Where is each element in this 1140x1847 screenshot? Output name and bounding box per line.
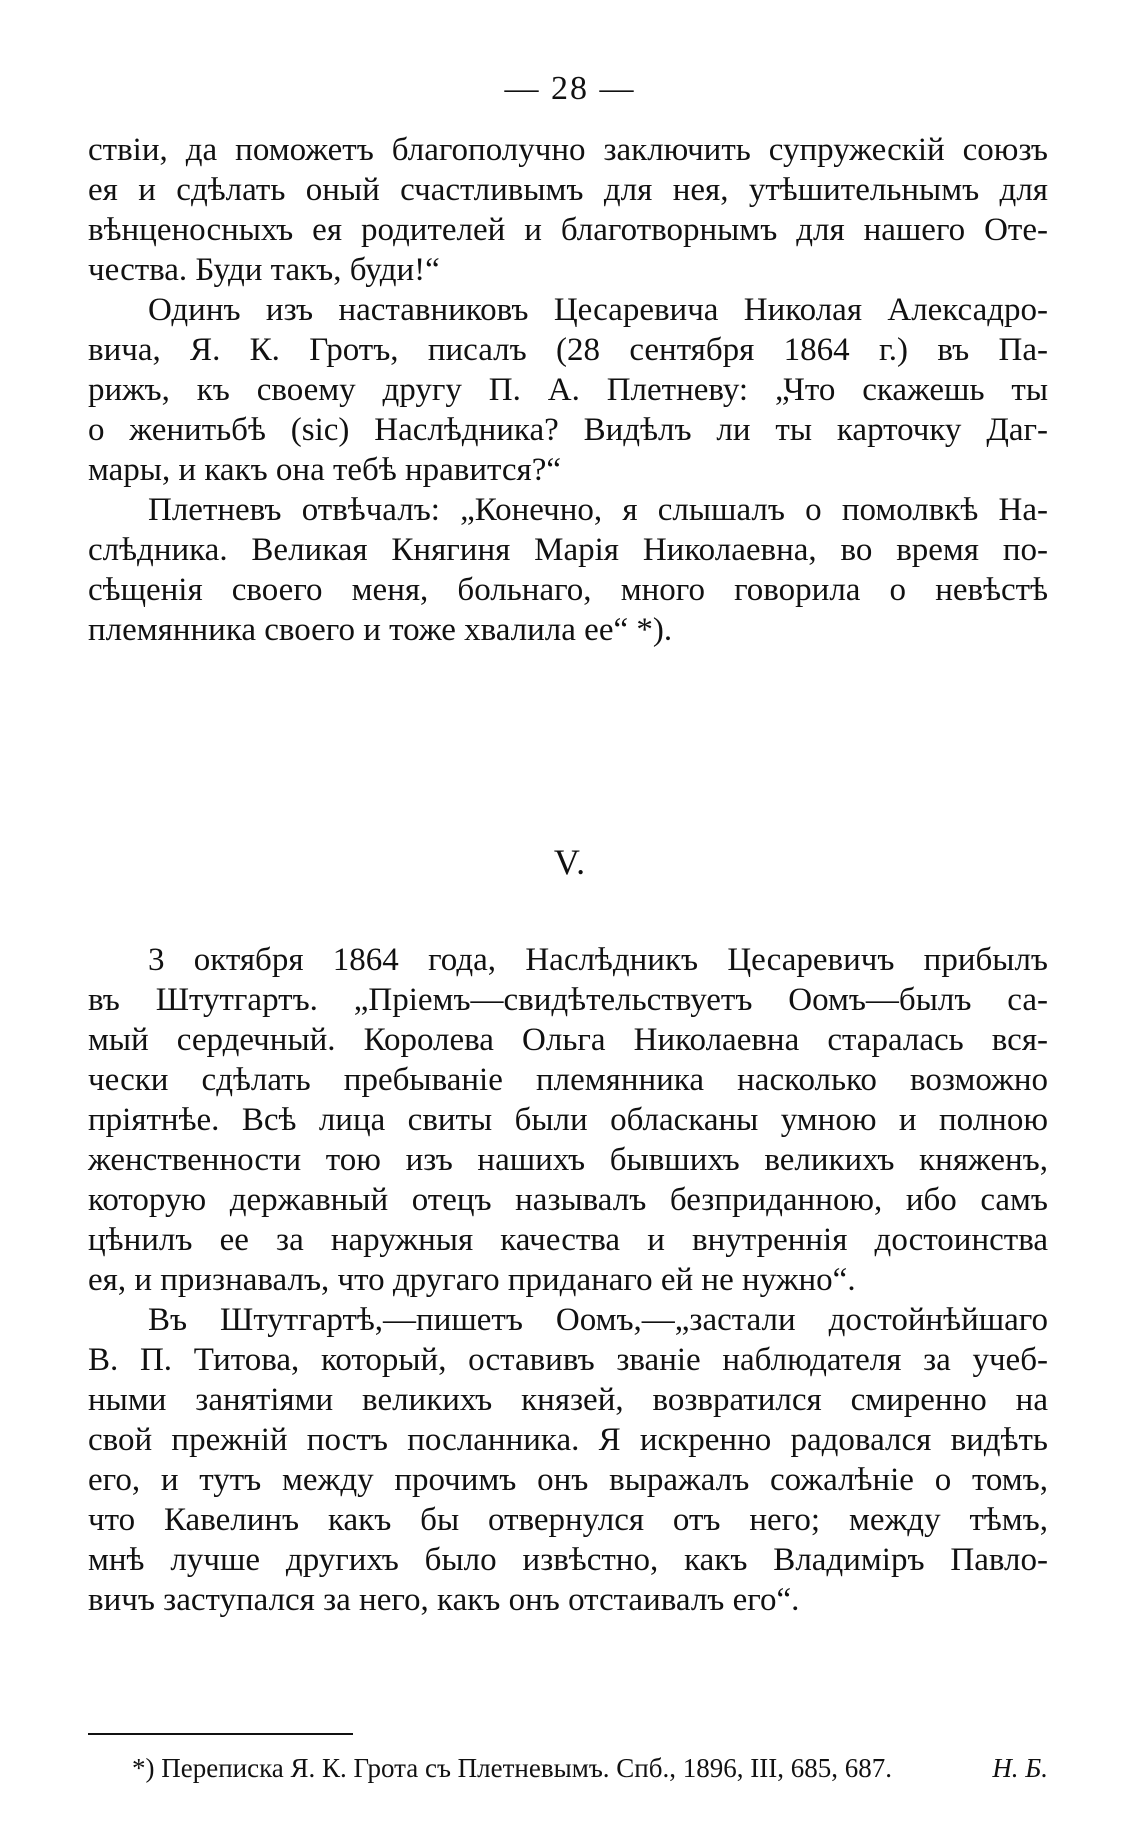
footnote-signature: Н. Б. — [992, 1753, 1048, 1783]
text-line: 3 октября 1864 года, Наслѣдникъ Цесаревичъ прибылъ — [148, 942, 1048, 978]
section-heading: V. — [553, 842, 587, 882]
text-line: чества. Буди такъ, буди!“ — [88, 252, 440, 288]
text-line: вича, Я. К. Гротъ, писалъ (28 сентября 1864 г.) въ Па- — [88, 332, 1048, 368]
text-line: мый сердечный. Королева Ольга Николаевна старалась вся- — [88, 1022, 1048, 1058]
text-line: что Кавелинъ какъ бы отвернулся отъ него; между тѣмъ, — [88, 1502, 1048, 1538]
footnote-divider — [88, 1733, 353, 1735]
text-line: пріятнѣе. Всѣ лица свиты были обласканы умною и полною — [88, 1102, 1048, 1138]
text-line: ствіи, да поможетъ благополучно заключить супружескій союзъ — [88, 132, 1048, 168]
text-line: рижъ, къ своему другу П. А. Плетневу: „Что скажешь ты — [88, 372, 1048, 408]
text-line: Одинъ изъ наставниковъ Цесаревича Николая Алексадро- — [148, 292, 1048, 328]
text-line: цѣнилъ ее за наружныя качества и внутреннія достоинства — [88, 1222, 1048, 1258]
text-line: слѣдника. Великая Княгиня Марія Николаевна, во время по- — [88, 532, 1048, 568]
text-line: о женитьбѣ (sic) Наслѣдника? Видѣлъ ли ты карточку Даг- — [88, 412, 1048, 448]
text-line: мнѣ лучше другихъ было извѣстно, какъ Владиміръ Павло- — [88, 1542, 1048, 1578]
page-number: — 28 — — [504, 70, 636, 107]
text-line: ными занятіями великихъ князей, возвратился смиренно на — [88, 1382, 1048, 1418]
text-line: вичъ заступался за него, какъ онъ отстаивалъ его“. — [88, 1582, 800, 1618]
text-line: чески сдѣлать пребываніе племянника насколько возможно — [88, 1062, 1048, 1098]
text-line: ея, и признавалъ, что другаго приданаго ей не нужно“. — [88, 1262, 856, 1298]
text-line: которую державный отецъ называлъ безприданною, ибо самъ — [88, 1182, 1048, 1218]
text-line: вѣнценосныхъ ея родителей и благотворнымъ для нашего Оте- — [88, 212, 1048, 248]
text-line: свой прежній постъ посланника. Я искренно радовался видѣть — [88, 1422, 1048, 1458]
text-line: Въ Штутгартѣ,—пишетъ Оомъ,—„застали достойнѣйшаго — [148, 1302, 1048, 1338]
text-line: племянника своего и тоже хвалила ее“ *). — [88, 612, 673, 648]
footnote-text: *) Переписка Я. К. Грота съ Плетневымъ. Спб., 1896, III, 685, 687. — [132, 1753, 892, 1783]
text-line: В. П. Титова, который, оставивъ званіе наблюдателя за учеб- — [88, 1342, 1048, 1378]
footnote — [132, 1750, 1048, 1786]
text-line: мары, и какъ она тебѣ нравится?“ — [88, 452, 561, 488]
text-line: сѣщенія своего меня, больнаго, много говорила о невѣстѣ — [88, 572, 1048, 608]
text-line: ея и сдѣлать оный счастливымъ для нея, утѣшительнымъ для — [88, 172, 1048, 208]
text-line: женственности тою изъ нашихъ бывшихъ великихъ княженъ, — [88, 1142, 1048, 1178]
text-line: Плетневъ отвѣчалъ: „Конечно, я слышалъ о помолвкѣ На- — [148, 492, 1048, 528]
text-line: его, и тутъ между прочимъ онъ выражалъ сожалѣніе о томъ, — [88, 1462, 1048, 1498]
text-line: въ Штутгартъ. „Пріемъ—свидѣтельствуетъ Оомъ—былъ са- — [88, 982, 1048, 1018]
